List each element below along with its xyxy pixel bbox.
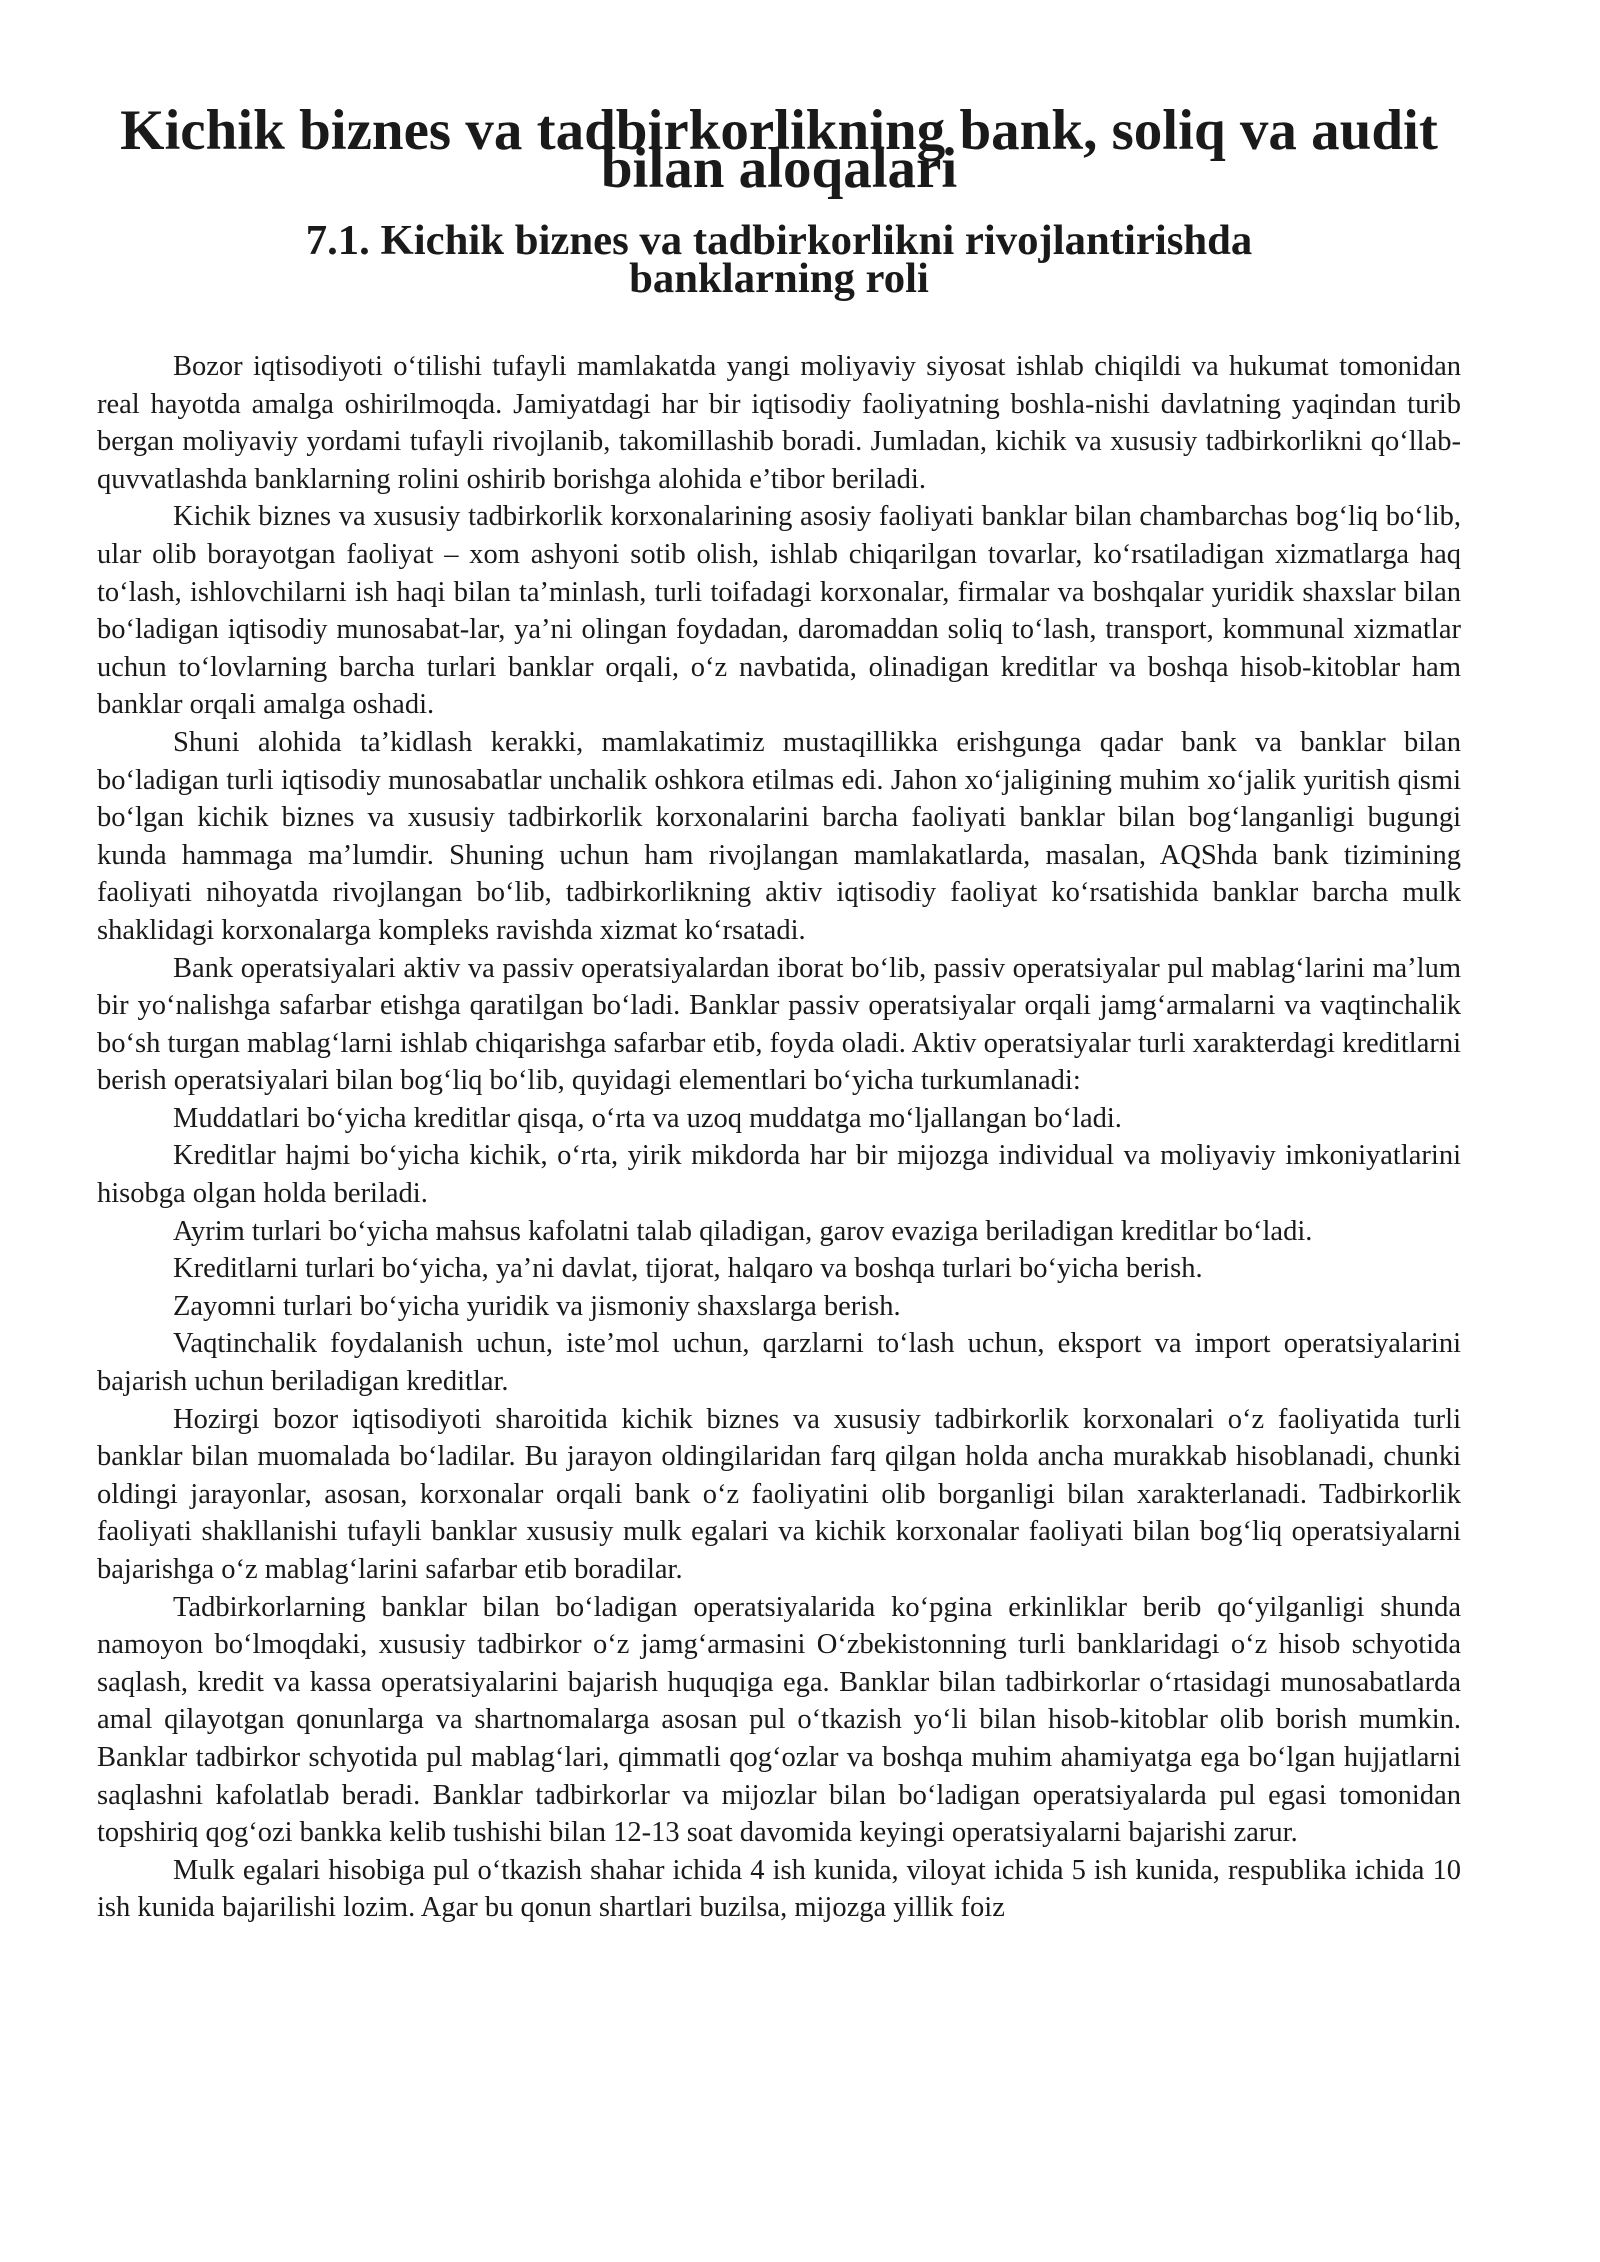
section-title — [97, 217, 1461, 302]
document-page — [97, 99, 1461, 1927]
paragraph: Mulk egalari hisobiga pul o‘tkazish shahar ichida 4 ish kunida, viloyat ichida 5 ish kunida, respublika ichida 10 ish kunida bajarilishi lozim. Agar bu qonun shartlari buzilsa, mijozga yillik foiz — [97, 1854, 1461, 1924]
list-item-paragraph: Zayomni turlari bo‘yicha yuridik va jismoniy shaxslarga berish. — [173, 1290, 901, 1322]
document-body — [97, 348, 1461, 1927]
paragraph: Hozirgi bozor iqtisodiyoti sharoitida kichik biznes va xususiy tadbirkorlik korxonalari o‘z faoliyatida turli banklar bilan muomalada bo‘ladilar. Bu jarayon oldingilaridan farq qilgan holda ancha murakkab hisoblanadi, chunki oldingi jarayonlar, asosan, korxonalar orqali bank o‘z faoliyatini olib borganligi bilan xarakterlanadi. Tadbirkorlik faoliyati shakllanishi tufayli banklar xususiy mulk egalari va kichik korxonalar faoliyati bilan bog‘liq operatsiyalarni bajarishga o‘z mablag‘larini safarbar etib boradilar. — [97, 1403, 1461, 1585]
paragraph: Bozor iqtisodiyoti o‘tilishi tufayli mamlakatda yangi moliyaviy siyosat ishlab chiqildi va hukumat tomonidan real hayotda amalga oshirilmoqda. Jamiyatdagi har bir iqtisodiy faoliyatning boshla-nishi davlatning yaqindan turib bergan moliyaviy yordami tufayli rivojlanib, takomillashib boradi. Jumladan, kichik va xususiy tadbirkorlikni qo‘llab-quvvatlashda banklarning rolini oshirib borishga alohida e’tibor beriladi. — [97, 351, 1461, 495]
list-item-paragraph: Ayrim turlari bo‘yicha mahsus kafolatni talab qiladigan, garov evaziga beriladigan kreditlar bo‘ladi. — [173, 1215, 1313, 1247]
list-item-paragraph: Kreditlarni turlari bo‘yicha, ya’ni davlat, tijorat, halqaro va boshqa turlari bo‘yicha berish. — [173, 1253, 1203, 1285]
list-item-paragraph: Vaqtinchalik foydalanish uchun, iste’mol uchun, qarzlarni to‘lash uchun, eksport va import operatsiyalarini bajarish uchun beriladigan kreditlar. — [97, 1328, 1461, 1398]
paragraph: Kichik biznes va xususiy tadbirkorlik korxonalarining asosiy faoliyati banklar bilan chambarchas bog‘liq bo‘lib, ular olib borayotgan faoliyat – xom ashyoni sotib olish, ishlab chiqarilgan tovarlar, ko‘rsatiladigan xizmatlarga haq to‘lash, ishlovchilarni ish haqi bilan ta’minlash, turli toifadagi korxonalar, firmalar va boshqalar yuridik shaxslar bilan bo‘ladigan iqtisodiy munosabat-lar, ya’ni olingan foydadan, daromaddan soliq to‘lash, transport, kommunal xizmatlar uchun to‘lovlarning barcha turlari banklar orqali, o‘z navbatida, olinadigan kreditlar va boshqa hisob-kitoblar ham banklar orqali amalga oshadi. — [97, 501, 1461, 721]
list-item-paragraph: Kreditlar hajmi bo‘yicha kichik, o‘rta, yirik mikdorda har bir mijozga individual va moliyaviy imkoniyatlarini hisobga olgan holda beriladi. — [97, 1140, 1461, 1210]
section-title-line-2: banklarning roli — [629, 255, 929, 302]
list-item-paragraph: Muddatlari bo‘yicha kreditlar qisqa, o‘rta va uzoq muddatga mo‘ljallangan bo‘ladi. — [173, 1102, 1122, 1134]
document-title — [97, 99, 1461, 200]
paragraph: Bank operatsiyalari aktiv va passiv operatsiyalardan iborat bo‘lib, passiv operatsiyalar pul mablag‘larini ma’lum bir yo‘nalishga safarbar etishga qaratilgan bo‘ladi. Banklar passiv operatsiyalar orqali jamg‘armalarni va vaqtinchalik bo‘sh turgan mablag‘larni ishlab chiqarishga safarbar etib, foyda oladi. Aktiv operatsiyalar turli xarakterdagi kreditlarni berish operatsiyalari bilan bog‘liq bo‘lib, quyidagi elementlari bo‘yicha turkumlanadi: — [97, 952, 1461, 1097]
paragraph: Shuni alohida ta’kidlash kerakki, mamlakatimiz mustaqillikka erishgunga qadar bank va banklar bilan bo‘ladigan turli iqtisodiy munosabatlar unchalik oshkora etilmas edi. Jahon xo‘jaligining muhim xo‘jalik yuritish qismi bo‘lgan kichik biznes va xususiy tadbirkorlik korxonalarini barcha faoliyati banklar bilan bog‘langanligi bugungi kunda hammaga ma’lumdir. Shuning uchun ham rivojlangan mamlakatlarda, masalan, AQShda bank tizimining faoliyati nihoyatda rivojlangan bo‘lib, tadbirkorlikning aktiv iqtisodiy faoliyat ko‘rsatishida banklar barcha mulk shaklidagi korxonalarga kompleks ravishda xizmat ko‘rsatadi. — [97, 726, 1461, 946]
section-title-line-1: 7.1. Kichik biznes va tadbirkorlikni rivojlantirishda — [305, 217, 1253, 264]
paragraph: Tadbirkorlarning banklar bilan bo‘ladigan operatsiyalarida ko‘pgina erkinliklar berib qo‘yilganligi shunda namoyon bo‘lmoqdaki, xususiy tadbirkor o‘z jamg‘armasini O‘zbekistonning turli banklaridagi o‘z hisob schyotida saqlash, kredit va kassa operatsiyalarini bajarish huquqiga ega. Banklar bilan tadbirkorlar o‘rtasidagi munosabatlarda amal qilayotgan qonunlarga va shartnomalarga asosan pul o‘tkazish yo‘li bilan hisob-kitoblar olib borish mumkin. Banklar tadbirkor schyotida pul mablag‘lari, qimmatli qog‘ozlar va boshqa muhim ahamiyatga ega bo‘lgan hujjatlarni saqlashni kafolatlab beradi. Banklar tadbirkorlar va mijozlar bilan bo‘ladigan operatsiyalarda pul egasi tomonidan topshiriq qog‘ozi bankka kelib tushishi bilan 12-13 soat davomida keyingi operatsiyalarni bajarishi zarur. — [97, 1591, 1461, 1849]
document-title-text: Kichik biznes va tadbirkorlikning bank, soliq va audit bilan aloqalari — [120, 99, 1438, 200]
